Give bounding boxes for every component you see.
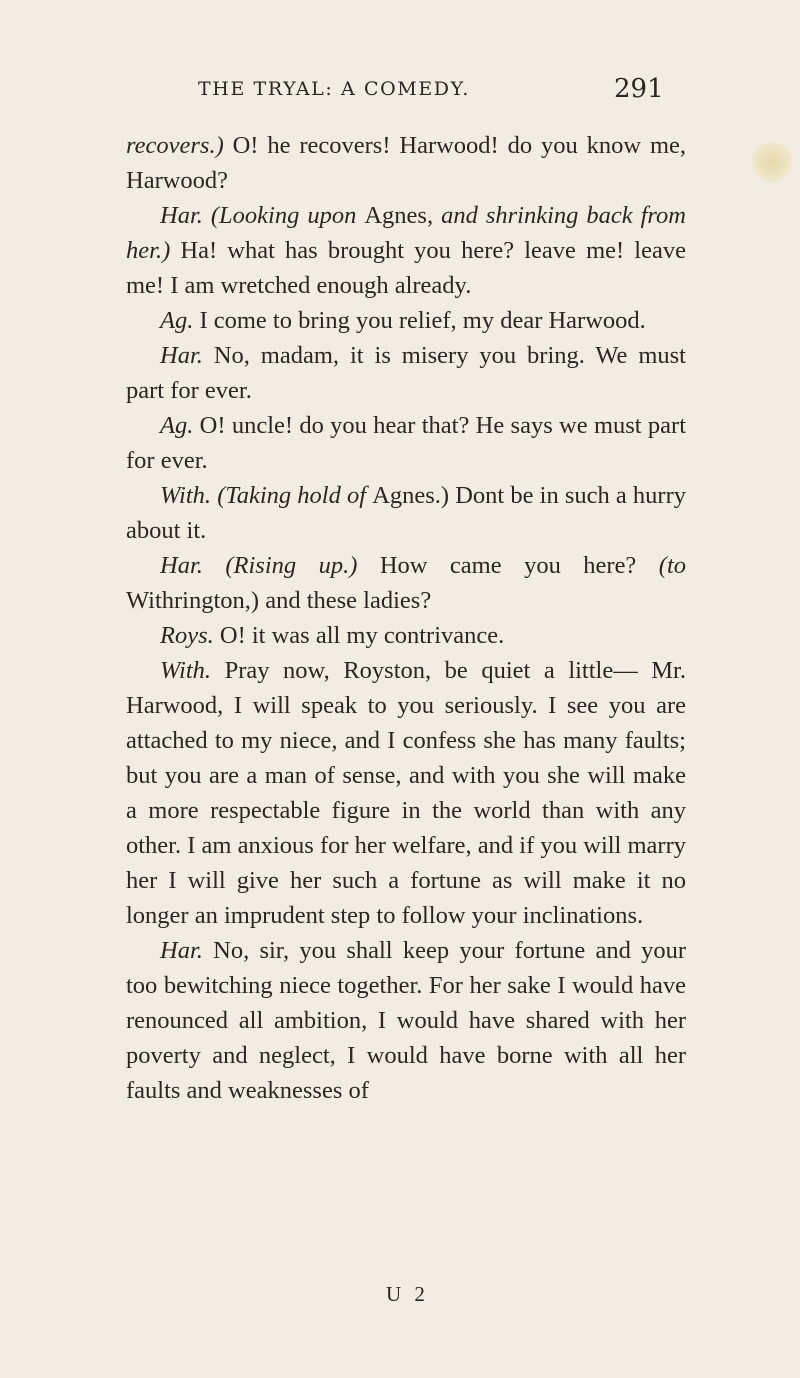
speech: Ha! what has brought you here? leave me! leave me! I am wretched enough already. xyxy=(126,237,686,299)
speech: and these ladies? xyxy=(259,587,432,614)
speech: No, sir, you shall keep your fortune and your too bewitching niece together. For her sake I would have renounced all ambition, I would have shared with her poverty and neglect, I would have borne with all her faults and weaknesses of xyxy=(126,937,686,1104)
stage-direction: (to xyxy=(658,552,686,579)
speaker-name: Ag. xyxy=(160,307,194,334)
speaker-name: Har. xyxy=(160,342,203,369)
speaker-name: Har. xyxy=(160,202,203,229)
paragraph-2 xyxy=(126,198,686,303)
running-title: THE TRYAL: A COMEDY. xyxy=(198,78,470,100)
stage-direction: and shrinking back from her.) xyxy=(126,202,686,264)
paragraph-6 xyxy=(126,478,686,548)
speaker-name: With. xyxy=(160,482,212,509)
speech: Dont be in such a hurry about it. xyxy=(126,482,686,544)
paragraph-9 xyxy=(126,653,686,933)
stage-direction: (Rising up.) xyxy=(202,552,358,579)
speaker-name: Roys. xyxy=(160,622,214,649)
speaker-name: Ag. xyxy=(160,412,194,439)
signature-mark: U 2 xyxy=(386,1282,429,1306)
speech: Pray now, Royston, be quiet a little— Mr. Harwood, I will speak to you seriously. I see you are attached to my niece, and I confess she has many faults; but you are a man of sense, and with you she will make a more respectable figure in the world than with any other. I am anxious for her welfare, and if you will marry her I will give her such a fortune as will make it no longer an imprudent step to follow your inclinations. xyxy=(126,657,686,929)
speech: How came you here? xyxy=(357,552,659,579)
paragraph-1 xyxy=(126,128,686,198)
character-name: Withrington,) xyxy=(126,587,260,614)
paragraph-10 xyxy=(126,933,686,1108)
speaker-name: Har. xyxy=(160,937,203,964)
speech: O! he recovers! Harwood! do you know me, Harwood? xyxy=(126,132,686,194)
speech: I come to bring you relief, my dear Harwood. xyxy=(193,307,646,334)
stage-direction: (Looking upon xyxy=(202,202,365,229)
paragraph-7 xyxy=(126,548,686,618)
paragraph-4 xyxy=(126,338,686,408)
speech: O! uncle! do you hear that? He says we must part for ever. xyxy=(126,412,686,474)
stage-direction: recovers.) xyxy=(126,132,224,159)
paragraph-8 xyxy=(126,618,686,653)
character-name: Agnes, xyxy=(364,202,434,229)
speaker-name: Har. xyxy=(160,552,203,579)
paragraph-3 xyxy=(126,303,686,338)
paper-stain xyxy=(752,142,792,182)
speech: No, madam, it is misery you bring. We must part for ever. xyxy=(126,342,686,404)
speech: O! it was all my contrivance. xyxy=(213,622,505,649)
stage-direction: (Taking hold of xyxy=(211,482,373,509)
character-name: Agnes.) xyxy=(372,482,450,509)
speaker-name: With. xyxy=(160,657,212,684)
page-number: 291 xyxy=(614,74,664,104)
body-text xyxy=(126,128,686,1108)
paragraph-5 xyxy=(126,408,686,478)
